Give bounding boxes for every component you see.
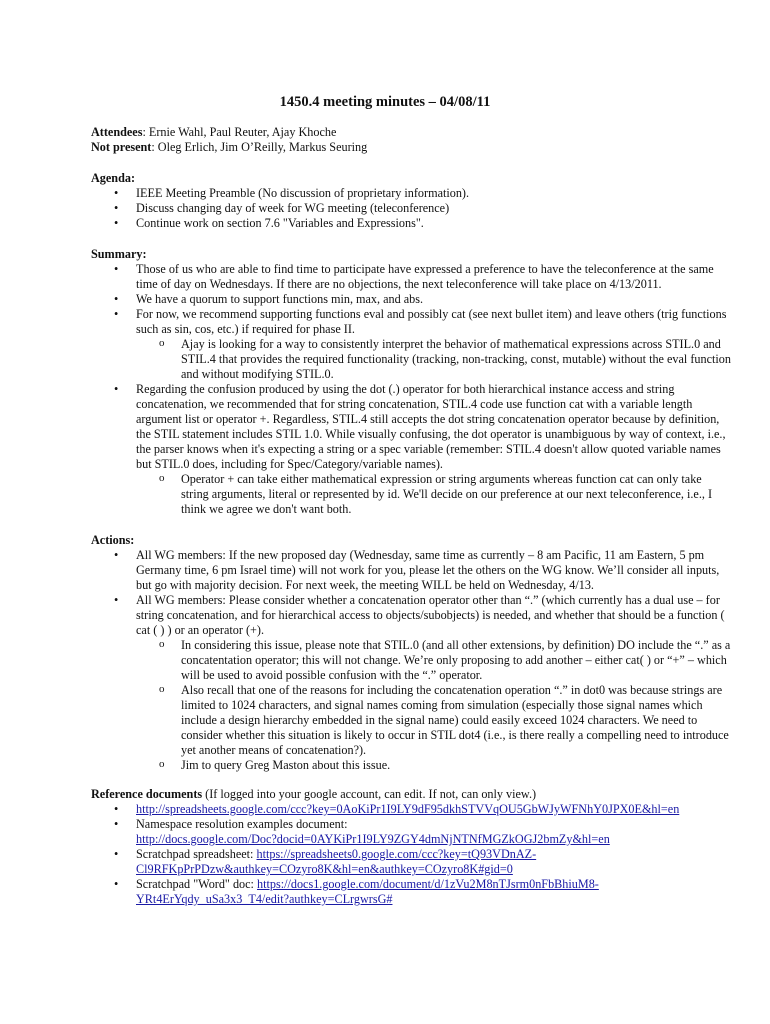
summary-item: • We have a quorum to support functions min, max, and abs. [91,292,731,307]
references-section [91,787,731,907]
agenda-list [91,186,731,231]
references-list [91,802,731,907]
action-item: • All WG members: If the new proposed day (Wednesday, same time as currently – 8 am Pacific, 11 am Eastern, 5 pm Germany time, 6 pm Israel time) will not work for you, please let the others on the WG know. We’ll consider all inputs, but go with majority decision. For next week, the meeting WILL be held on Wednesday, 4/13. [91,548,731,593]
attendance-section [91,125,731,155]
summary-item: • For now, we recommend supporting functions eval and possibly cat (see next bullet item) and leave others (trig functions such as sin, cos, etc.) if required for phase II. [91,307,731,337]
summary-sublist [91,472,731,517]
reference-item [91,847,731,877]
actions-list [91,548,731,638]
reference-item [91,817,731,847]
summary-subitem: o Ajay is looking for a way to consistently interpret the behavior of mathematical expressions across STIL.0 and STIL.4 that provides the required functionality (tracking, non-tracking, const, mutable) without the eval function and without modifying STIL.0. [91,337,731,382]
namespace-label: Namespace resolution examples document: [136,817,348,831]
action-subitem: o Jim to query Greg Maston about this issue. [91,758,731,773]
attendees-line [91,125,731,140]
action-item: • All WG members: Please consider whether a concatenation operator other than “.” (which currently has a dual use – for string concatenation, and for hierarchical access to objects/subobjects) is needed, and whether that should be a function ( cat ( ) ) or an operator (+). [91,593,731,638]
agenda-item: • IEEE Meeting Preamble (No discussion of proprietary information). [91,186,731,201]
references-heading: Reference documents [91,787,203,801]
actions-heading: Actions: [91,533,135,547]
scratchpad-spreadsheet-label: Scratchpad spreadsheet: [136,847,257,861]
attendees-label: Attendees [91,125,143,139]
actions-section [91,533,731,773]
attendees-value: : Ernie Wahl, Paul Reuter, Ajay Khoche [142,125,337,139]
summary-sublist [91,337,731,382]
namespace-doc-link[interactable]: http://docs.google.com/Doc?docid=0AYKiPr1I9LY9ZGY4dmNjNTNfMGZkOGJ2bmZy&hl=en [136,832,610,846]
summary-list [91,262,731,337]
not-present-line [91,140,731,155]
action-subitem: o In considering this issue, please note that STIL.0 (and all other extensions, by definition) DO include the “.” as a concatentation operator; this will not change. We’re only proposing to add another – either cat( ) or “+” – which will be used to avoid possible confusion with the “.” operator. [91,638,731,683]
scratchpad-word-label: Scratchpad "Word" doc: [136,877,257,891]
reference-item [91,877,731,907]
agenda-section [91,171,731,231]
actions-sublist [91,638,731,773]
agenda-item: • Continue work on section 7.6 "Variables and Expressions". [91,216,731,231]
page-title: 1450.4 meeting minutes – 04/08/11 [279,94,491,110]
not-present-value: : Oleg Erlich, Jim O’Reilly, Markus Seuring [151,140,368,154]
scratchpad-spreadsheet-link[interactable]: https://spreadsheets0.google.com/ccc?key=tQ93VDnAZ-Cl9RFKpPrPDzw&authkey=COzyro8K&hl=en&authkey=COzyro8K#gid=0 [136,847,537,876]
summary-section [91,247,731,517]
summary-heading: Summary: [91,247,147,261]
reference-item [91,802,731,817]
not-present-label: Not present [91,140,152,154]
references-note: (If logged into your google account, can edit. If not, can only view.) [202,787,537,801]
summary-subitem: o Operator + can take either mathematical expression or string arguments whereas function cat can only take string arguments, literal or represented by id. We'll decide on our preference at our next teleconference, i.e., I think we agree we don't want both. [91,472,731,517]
agenda-item: • Discuss changing day of week for WG meeting (teleconference) [91,201,731,216]
summary-item: • Those of us who are able to find time to participate have expressed a preference to have the teleconference at the same time of day on Wednesdays. If there are no objections, the next teleconference will take place on 4/13/2011. [91,262,731,292]
references-heading-line [91,787,731,802]
summary-item: • Regarding the confusion produced by using the dot (.) operator for both hierarchical instance access and string concatenation, we recommended that for string concatenation, STIL.4 code use function cat with a variable length argument list or operator +. Regardless, STIL.4 still accepts the dot string concatenation operator because by definition, the STIL statement includes STIL 1.0. While visually confusing, the dot operator is unambiguous by way of context, i.e., the parser knows when it's expecting a string or a spec variable (remember: STIL.4 doesn't allow quoted variable names but STIL.0 does, including for Spec/Category/variable names). [91,382,731,472]
agenda-heading: Agenda: [91,171,136,185]
summary-list [91,382,731,472]
scratchpad-word-link[interactable]: https://docs1.google.com/document/d/1zVu2M8nTJsrm0nFbBhiuM8-YRt4ErYqdy_uSa3x3_T4/edit?authkey=CLrgwrsG# [136,877,599,906]
action-subitem: o Also recall that one of the reasons for including the concatenation operation “.” in dot0 was because strings are limited to 1024 characters, and signal names coming from simulation (especially those signal names which include a design hierarchy embedded in the signal name) could easily exceed 1024 characters. We need to consider whether this situation is likely to occur in STIL dot4 (i.e., is there really a compelling need to introduce yet another means of concatenation?). [91,683,731,758]
spreadsheet-link[interactable]: http://spreadsheets.google.com/ccc?key=0AoKiPr1I9LY9dF95dkhSTVVqOU5GbWJyWFNhY0JPX0E&hl=en [136,802,680,816]
